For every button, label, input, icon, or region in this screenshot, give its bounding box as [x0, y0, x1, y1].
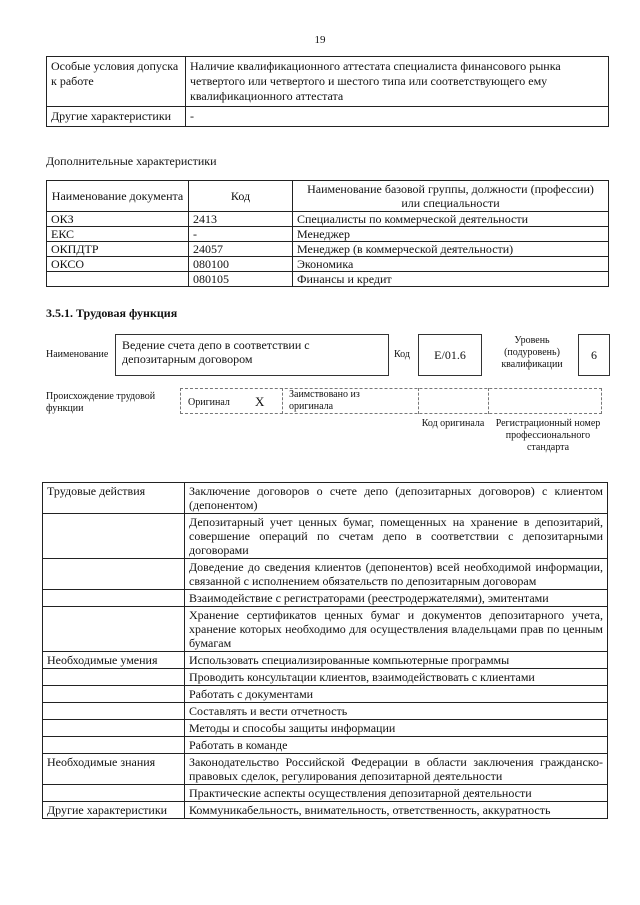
cell: ОКСО [47, 257, 189, 272]
section-label: Необходимые умения [43, 652, 185, 669]
origin-divider [282, 388, 284, 414]
section-cell [43, 514, 185, 559]
table-row [43, 686, 608, 703]
origin-divider [488, 388, 490, 414]
table-row [43, 559, 608, 590]
section-cell [43, 590, 185, 607]
list-item: Работать с документами [185, 686, 608, 703]
cell: ЕКС [47, 227, 189, 242]
column-header: Наименование документа [47, 181, 189, 212]
original-label: Оригинал [188, 397, 230, 408]
list-item: Заключение договоров о счете депо (депозитарных договоров) с клиентом (депонентом) [185, 483, 608, 514]
list-item: Хранение сертификатов ценных бумаг и документов депозитарного учета, хранение которых необходимо для осуществления владельцами прав по ценным бумагам [185, 607, 608, 652]
code-value: E/01.6 [434, 348, 466, 362]
name-label: Наименование [46, 349, 109, 360]
name-box [115, 334, 389, 376]
level-label: Уровень (подуровень) квалификации [501, 335, 563, 370]
section-label: Другие характеристики [43, 802, 185, 819]
table-row [43, 652, 608, 669]
list-item: Методы и способы защиты информации [185, 720, 608, 737]
section-label: Трудовые действия [43, 483, 185, 514]
table-row [47, 107, 609, 127]
cell: Менеджер (в коммерческой деятельности) [293, 242, 609, 257]
list-item: Законодательство Российской Федерации в области заключения гражданско-правовых сделок, регулирования депозитарной деятельности [185, 754, 608, 785]
list-item: Депозитарный учет ценных бумаг, помещенных на хранение в депозитарий, совершение операций по счетам депо в соответствии с депозитарными договорами [185, 514, 608, 559]
table-row [47, 57, 609, 107]
list-item: Взаимодействие с регистраторами (реестродержателями), эмитентами [185, 590, 608, 607]
table-row [47, 272, 609, 287]
cell: 24057 [189, 242, 293, 257]
section-label: Необходимые знания [43, 754, 185, 785]
list-item: Использовать специализированные компьютерные программы [185, 652, 608, 669]
admission-label: Особые условия допуска к работе [47, 57, 186, 107]
admission-value: Наличие квалификационного аттестата специалиста финансового рынка четвертого или четвертого и шестого типа или соответствующего ему квалификационного аттестата [186, 57, 609, 107]
section-title: 3.5.1. Трудовая функция [46, 306, 178, 320]
other-label: Другие характеристики [47, 107, 186, 127]
section-cell [43, 720, 185, 737]
header-row [47, 181, 609, 212]
original-mark: X [255, 394, 265, 409]
list-item: Коммуникабельность, внимательность, ответственность, аккуратность [185, 802, 608, 819]
list-item: Составлять и вести отчетность [185, 703, 608, 720]
table-row [47, 257, 609, 272]
cell: 2413 [189, 212, 293, 227]
code-label: Код [394, 349, 410, 360]
table-row [47, 212, 609, 227]
table-row [43, 590, 608, 607]
level-value: 6 [591, 348, 597, 362]
section-cell [43, 785, 185, 802]
additional-table [46, 180, 609, 287]
cell: Экономика [293, 257, 609, 272]
table-row [43, 720, 608, 737]
origin-divider [418, 388, 420, 414]
name-value: Ведение счета депо в соответствии с депозитарным договором [122, 338, 310, 366]
list-item: Практические аспекты осуществления депозитарной деятельности [185, 785, 608, 802]
page-number: 19 [314, 34, 326, 46]
other-value: - [186, 107, 609, 127]
table-row [43, 785, 608, 802]
list-item: Работать в команде [185, 737, 608, 754]
cell: Финансы и кредит [293, 272, 609, 287]
list-item: Проводить консультации клиентов, взаимодействовать с клиентами [185, 669, 608, 686]
table-row [43, 669, 608, 686]
admission-table [46, 56, 609, 127]
table-row [43, 754, 608, 785]
cell: ОКПДТР [47, 242, 189, 257]
column-header: Код [189, 181, 293, 212]
cell: Специалисты по коммерческой деятельности [293, 212, 609, 227]
table-row [43, 737, 608, 754]
cell: - [189, 227, 293, 242]
section-cell [43, 669, 185, 686]
section-cell [43, 686, 185, 703]
cell [47, 272, 189, 287]
cell: 080100 [189, 257, 293, 272]
borrowed-label: Заимствовано из оригинала [289, 389, 360, 412]
section-cell [43, 703, 185, 720]
origin-label: Происхождение трудовой функции [46, 391, 156, 414]
level-box [578, 334, 610, 376]
list-item: Доведение до сведения клиентов (депонентов) всей необходимой информации, связанной с исполнением обязательств по депозитарным договорам [185, 559, 608, 590]
table-row [47, 242, 609, 257]
cell: 080105 [189, 272, 293, 287]
code-original-label: Код оригинала [421, 418, 485, 429]
table-row [43, 607, 608, 652]
details-table [42, 482, 608, 819]
table-row [43, 483, 608, 514]
table-row [43, 514, 608, 559]
additional-title: Дополнительные характеристики [46, 154, 217, 168]
cell: Менеджер [293, 227, 609, 242]
cell: ОКЗ [47, 212, 189, 227]
code-box [418, 334, 482, 376]
section-cell [43, 737, 185, 754]
table-row [43, 802, 608, 819]
column-header: Наименование базовой группы, должности (профессии) или специальности [293, 181, 609, 212]
reg-number-label: Регистрационный номер профессионального стандарта [495, 418, 601, 453]
section-cell [43, 559, 185, 590]
section-cell [43, 607, 185, 652]
table-row [43, 703, 608, 720]
table-row [47, 227, 609, 242]
